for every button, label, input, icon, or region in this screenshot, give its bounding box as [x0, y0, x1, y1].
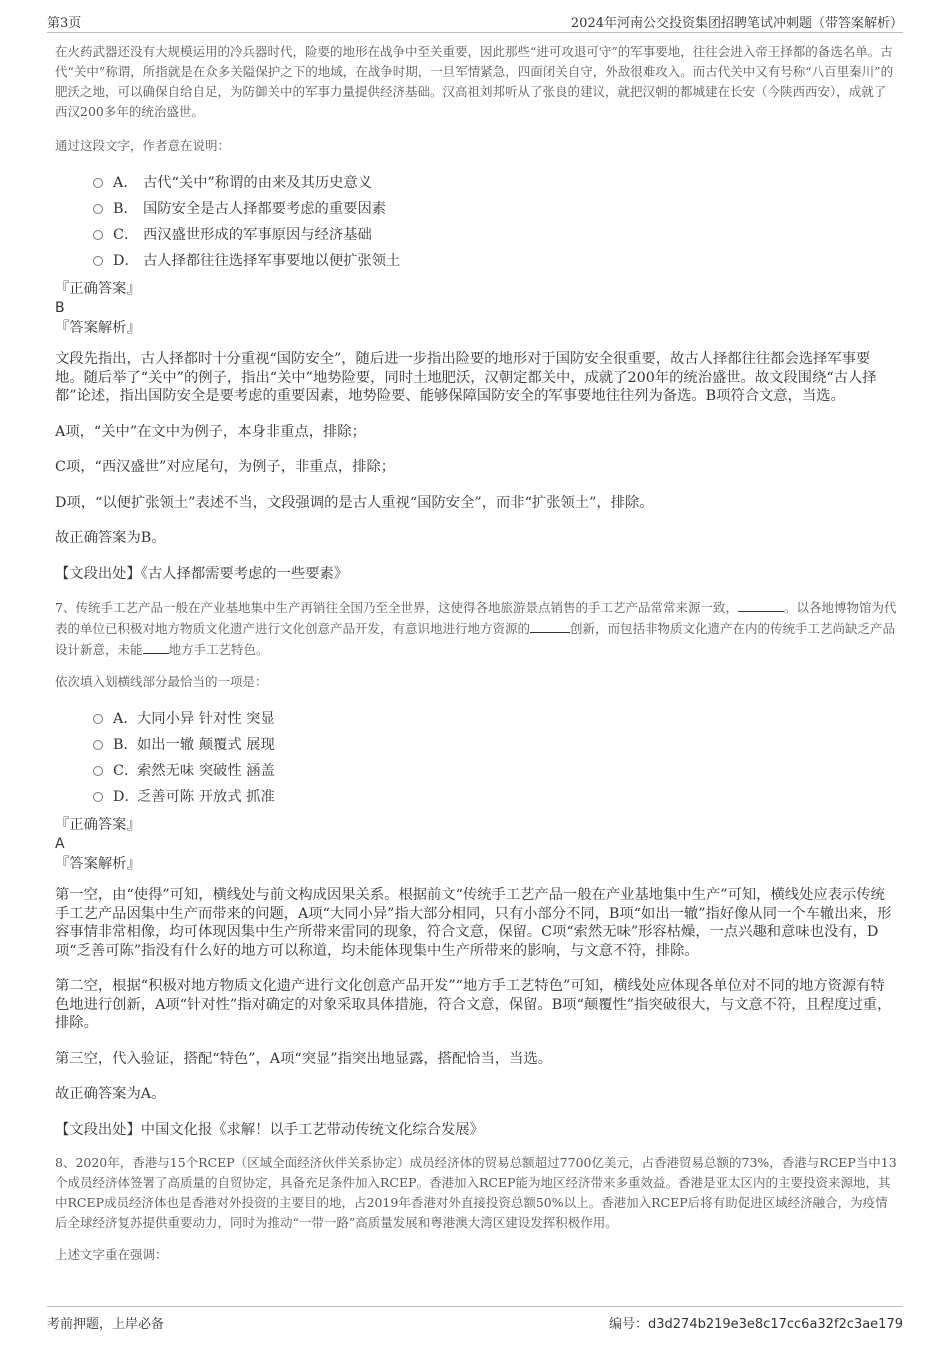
- fill-blank: [530, 618, 570, 633]
- q6-source: 【文段出处】《古人择都需要考虑的一些要素》: [55, 565, 349, 582]
- option-text: 古人择都往往选择军事要地以便扩张领土: [143, 253, 401, 269]
- q7-stem-part: 。以各地博物馆为代表的单位已积极对地方物质文化遗产进行文化创意产品开发，有意识地进行地方资源的: [55, 600, 897, 636]
- q6-analysis-c: C项，“西汉盛世”对应尾句，为例子，非重点，排除；: [55, 459, 396, 475]
- option-text: 古代“关中”称谓的由来及其历史意义: [143, 175, 373, 191]
- option-letter: A．: [113, 175, 138, 191]
- q7-answer-label: 『正确答案』: [55, 817, 141, 833]
- document-code: [609, 1313, 903, 1332]
- q7-option-b[interactable]: [93, 732, 898, 758]
- q6-analysis-label: 『答案解析』: [55, 320, 141, 336]
- radio-icon[interactable]: [93, 714, 103, 724]
- q6-options: [93, 170, 898, 274]
- q6-answer: B: [55, 300, 65, 316]
- q7-source: 【文段出处】中国文化报《求解！以手工艺带动传统文化综合发展》: [55, 1121, 484, 1138]
- option-text: 大同小异 针对性 突显: [137, 711, 275, 727]
- q7-analysis-blank3: 第三空，代入验证，搭配“特色”，A项“突显”指突出地显露，搭配恰当，当选。: [55, 1050, 553, 1067]
- code-value: d3d274b219e3e8c17cc6a32f2c3ae179: [648, 1317, 903, 1332]
- q6-passage: 在火药武器还没有大规模运用的冷兵器时代，险要的地形在战争中至关重要，因此那些“进可攻退可守”的军事要地，往往会进入帝王择都的备选名单。古代“关中”称谓，所指就是在众多关隘保护之下的地域，在战争时期，一旦军情紧急，四面闭关自守，外敌很难攻入。而古代关中又有号称“八百里秦川”的肥沃之地，可以确保自给自足，为防御关中的军事力量提供经济基础。汉高祖刘邦听从了张良的建议，就把汉朝的都城建在长安（今陕西西安），成就了西汉200多年的统治盛世。: [55, 44, 894, 119]
- q7-option-d[interactable]: [93, 784, 898, 810]
- radio-icon[interactable]: [93, 766, 103, 776]
- q6-analysis-main: 文段先指出，古人择都时十分重视“国防安全”，随后进一步指出险要的地形对于国防安全很重要，故古人择都往往都会选择军事要地。随后举了“关中”的例子，指出“关中”地势险要，同时土地肥沃，汉朝定都关中，成就了200年的统治盛世。故文段围绕“古人择都”论述，指出国防安全是要考虑的重要因素，地势险要、能够保障国防安全的军事要地往往列为备选。B项符合文意，当选。: [55, 351, 877, 404]
- radio-icon[interactable]: [93, 792, 103, 802]
- q7-stem: [55, 597, 898, 660]
- page-header: [47, 10, 903, 33]
- radio-icon[interactable]: [93, 740, 103, 750]
- option-letter: D．: [113, 253, 139, 269]
- footer-slogan: 考前押题，上岸必备: [47, 1317, 165, 1332]
- page-footer: [47, 1306, 903, 1337]
- code-label: 编号：: [608, 1317, 648, 1332]
- q7-stem-part: 地方手工艺特色。: [168, 642, 269, 657]
- option-text: 国防安全是古人择都要考虑的重要因素: [143, 201, 387, 217]
- option-letter: C．: [113, 227, 139, 243]
- fill-blank: [143, 639, 169, 654]
- q7-answer: A: [55, 836, 65, 852]
- fill-blank: [738, 597, 784, 612]
- question-8: [55, 1153, 898, 1265]
- q6-prompt: 通过这段文字，作者意在说明：: [55, 138, 231, 153]
- q7-options: [93, 706, 898, 810]
- option-text: 如出一辙 颠覆式 展现: [137, 737, 275, 753]
- q6-option-b[interactable]: [93, 196, 898, 222]
- q7-option-c[interactable]: [93, 758, 898, 784]
- radio-icon[interactable]: [93, 178, 103, 188]
- document-body: [55, 42, 898, 1265]
- radio-icon[interactable]: [93, 204, 103, 214]
- q6-analysis-d: D项，“以便扩张领土”表述不当，文段强调的是古人重视“国防安全”，而非“扩张领土”，排除。: [55, 494, 654, 511]
- radio-icon[interactable]: [93, 230, 103, 240]
- radio-icon[interactable]: [93, 256, 103, 266]
- option-text: 索然无味 突破性 涵盖: [137, 763, 275, 779]
- q6-answer-label: 『正确答案』: [55, 281, 141, 297]
- question-7: [55, 597, 898, 1139]
- option-letter: B．: [113, 201, 138, 217]
- q8-prompt: 上述文字重在强调：: [55, 1247, 168, 1262]
- q7-stem-part: 7、传统手工艺产品一般在产业基地集中生产再销往全国乃至全世界，这使得各地旅游景点销售的手工艺产品常常来源一致，: [55, 600, 738, 615]
- page-number: 第3页: [47, 16, 82, 31]
- q6-conclusion: 故正确答案为B。: [55, 530, 166, 546]
- q6-option-a[interactable]: [93, 170, 898, 196]
- q7-conclusion: 故正确答案为A。: [55, 1086, 166, 1102]
- q7-option-a[interactable]: [93, 706, 898, 732]
- option-letter: B．: [113, 737, 138, 753]
- q7-analysis-label: 『答案解析』: [55, 856, 141, 872]
- q6-option-c[interactable]: [93, 222, 898, 248]
- option-text: 乏善可陈 开放式 抓准: [137, 789, 275, 805]
- q7-analysis-blank1: 第一空，由“使得”可知，横线处与前文构成因果关系。根据前文“传统手工艺产品一般在产业基地集中生产”可知，横线处应表示传统手工艺产品因集中生产而带来的问题，A项“大同小异”指大部分相同，只有小部分不同，B项“如出一辙”指好像从同一个车辙出来，形容事情非常相像，均可体现因集中生产所带来雷同的现象，符合文意，保留。C项“索然无味”形容枯燥，一点兴趣和意味也没有，D项“乏善可陈”指没有什么好的地方可以称道，均未能体现集中生产所带来的影响，与文意不符，排除。: [55, 887, 892, 959]
- option-letter: D．: [113, 789, 139, 805]
- q7-stem-part: 创新，而包括非物质文化遗产在内的传统手工艺尚缺乏产品设计新意，未能: [55, 621, 896, 657]
- q8-stem: 8、2020年，香港与15个RCEP（区域全面经济伙伴关系协定）成员经济体的贸易总额超过7700亿美元，占香港贸易总额的73%，香港与RCEP当中13个成员经济体签署了高质量的自贸协定，具备充足条件加入RCEP。香港加入RCEP能为地区经济带来多重效益。香港是亚太区内的主要投资来源地，其中RCEP成员经济体也是香港对外投资的主要目的地，占2019年香港对外直接投资总额50%以上。香港加入RCEP后将有助促进区域经济融合，为疫情后全球经济复苏提供重要动力，同时为推动“一带一路”高质量发展和粤港澳大湾区建设发挥积极作用。: [55, 1155, 897, 1230]
- option-letter: A．: [113, 711, 138, 727]
- q6-option-d[interactable]: [93, 248, 898, 274]
- option-text: 西汉盛世形成的军事原因与经济基础: [143, 227, 372, 243]
- document-title: 2024年河南公交投资集团招聘笔试冲刺题（带答案解析）: [570, 16, 903, 31]
- q6-analysis-a: A项，“关中”在文中为例子，本身非重点，排除；: [55, 423, 366, 440]
- question-6: [55, 42, 898, 583]
- q7-analysis-blank2: 第二空，根据“积极对地方物质文化遗产进行文化创意产品开发”“地方手工艺特色”可知，横线处应体现各单位对不同的地方资源有特色地进行创新，A项“针对性”指对确定的对象采取具体措施，符合文意，保留。B项“颠覆性”指突破很大，与文意不符，且程度过重，排除。: [55, 978, 892, 1031]
- q7-prompt: 依次填入划横线部分最恰当的一项是：: [55, 674, 268, 689]
- option-letter: C．: [113, 763, 139, 779]
